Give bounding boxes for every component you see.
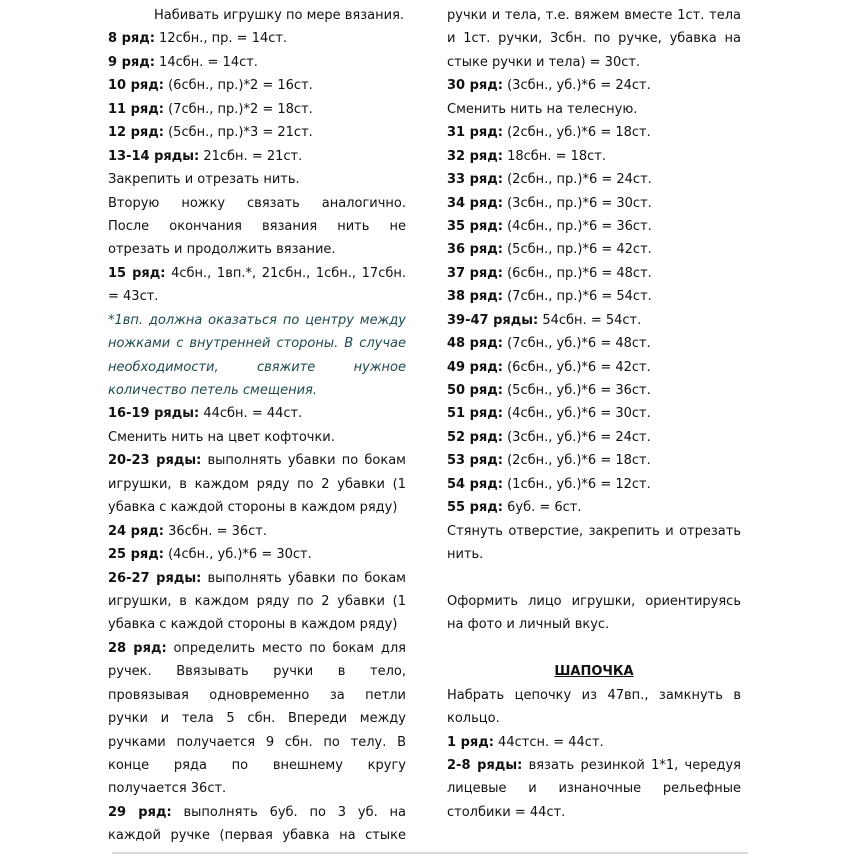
- line-text: Набрать цепочку из 47вп., замкнуть в: [447, 687, 741, 703]
- text-line: [447, 473, 741, 496]
- row-label: 34 ряд:: [447, 195, 503, 211]
- text-line: [108, 27, 406, 50]
- line-text: (3сбн., уб.)*6 = 24ст.: [502, 78, 651, 94]
- line-text: ШАПОЧКА: [554, 664, 634, 680]
- line-text: 44сбн. = 44ст.: [199, 406, 303, 422]
- line-text: (6сбн., уб.)*6 = 42ст.: [502, 359, 651, 375]
- line-text: на фото и личный вкус.: [447, 617, 610, 633]
- line-text: После окончания вязания нить не: [108, 218, 406, 234]
- line-text: каждой ручке (первая убавка на стыке: [108, 828, 406, 844]
- line-text: ручки и тела 5 сбн. Впереди между: [108, 711, 406, 727]
- text-line: [108, 74, 406, 97]
- row-label: 26-27 ряды:: [108, 570, 202, 586]
- text-line: [447, 777, 741, 800]
- line-text: *1вп. должна оказаться по центру между: [108, 312, 406, 328]
- line-text: отрезать и продолжить вязание.: [108, 242, 336, 258]
- row-label: 20-23 ряды:: [108, 453, 202, 469]
- text-line: [447, 215, 741, 238]
- line-text: стыке ручки и тела) = 30ст.: [447, 54, 641, 70]
- line-text: 18сбн. = 18ст.: [502, 148, 606, 164]
- row-label: 52 ряд:: [447, 429, 503, 445]
- row-label: 48 ряд:: [447, 336, 503, 352]
- line-text: кольцо.: [447, 711, 500, 727]
- row-label: 1 ряд:: [447, 734, 494, 750]
- line-text: выполнять убавки по бокам: [201, 570, 406, 586]
- text-line: [108, 543, 406, 566]
- row-label: 49 ряд:: [447, 359, 503, 375]
- row-label: 55 ряд:: [447, 500, 503, 516]
- row-label: 32 ряд:: [447, 148, 503, 164]
- text-line: [108, 684, 406, 707]
- line-text: (7сбн., пр.)*6 = 54ст.: [502, 289, 652, 305]
- text-line: [447, 27, 741, 50]
- text-line: [447, 707, 741, 730]
- text-line: [108, 777, 406, 800]
- line-text: 36сбн. = 36ст.: [163, 523, 267, 539]
- line-text: количество петель смещения.: [108, 383, 317, 398]
- line-text: (6сбн., пр.)*2 = 16ст.: [163, 78, 313, 94]
- text-line: [108, 379, 406, 402]
- row-label: 35 ряд:: [447, 218, 503, 234]
- text-line: [108, 402, 406, 425]
- text-line: [108, 496, 406, 519]
- text-line: [447, 192, 741, 215]
- text-line: [447, 51, 741, 74]
- line-text: лицевые и изнаночные рельефные: [447, 781, 741, 797]
- text-line: [108, 51, 406, 74]
- line-text: Набивать игрушку по мере вязания.: [154, 8, 405, 23]
- text-line: [447, 145, 741, 168]
- text-line: [447, 168, 741, 191]
- line-text: (1сбн., уб.)*6 = 12ст.: [502, 476, 651, 492]
- text-line: [108, 192, 406, 215]
- row-label: 54 ряд:: [447, 476, 503, 492]
- line-text: необходимости, свяжите нужное: [108, 359, 406, 375]
- line-text: Сменить нить на цвет кофточки.: [108, 429, 335, 445]
- row-label: 10 ряд:: [108, 78, 164, 94]
- text-line: [108, 262, 406, 285]
- text-line: [447, 426, 741, 449]
- line-text: (2сбн., пр.)*6 = 24ст.: [502, 172, 652, 188]
- text-line: [108, 613, 406, 636]
- left-column: [108, 4, 406, 848]
- text-line: [447, 496, 741, 519]
- line-text: (3сбн., пр.)*6 = 30ст.: [502, 195, 652, 211]
- line-text: (4сбн., пр.)*6 = 36ст.: [502, 218, 652, 234]
- text-line: [447, 262, 741, 285]
- row-label: 25 ряд:: [108, 547, 164, 563]
- text-line: [108, 98, 406, 121]
- line-text: (7сбн., пр.)*2 = 18ст.: [163, 101, 313, 117]
- line-text: (4сбн., уб.)*6 = 30ст.: [502, 406, 651, 422]
- text-line: [108, 660, 406, 683]
- line-text: 14сбн. = 14ст.: [154, 54, 258, 70]
- line-text: убавка с каждой стороны в каждом ряду): [108, 617, 398, 633]
- line-text: ножками с внутренней стороны. В случае: [108, 336, 406, 352]
- row-label: 33 ряд:: [447, 172, 503, 188]
- text-line: [447, 238, 741, 261]
- line-text: игрушки, в каждом ряду по 2 убавки (1: [108, 593, 406, 609]
- text-line: [108, 121, 406, 144]
- text-line: [447, 449, 741, 472]
- text-line: [447, 567, 741, 590]
- text-line: [447, 801, 741, 824]
- line-text: и 1ст. ручки, 3сбн. по ручке, убавка на: [447, 31, 741, 47]
- bottom-divider: [112, 852, 748, 854]
- line-text: = 43ст.: [108, 289, 159, 305]
- row-label: 24 ряд:: [108, 523, 164, 539]
- row-label: 30 ряд:: [447, 78, 503, 94]
- text-line: [108, 754, 406, 777]
- line-text: Вторую ножку связать аналогично.: [108, 195, 406, 211]
- text-line: [108, 731, 406, 754]
- line-text: игрушки, в каждом ряду по 2 убавки (1: [108, 476, 406, 492]
- line-text: 21сбн. = 21ст.: [199, 148, 303, 164]
- row-label: 15 ряд:: [108, 265, 166, 281]
- text-line: [108, 801, 406, 824]
- text-line: [108, 567, 406, 590]
- text-line: [447, 4, 741, 27]
- text-line: [447, 543, 741, 566]
- text-line: [447, 332, 741, 355]
- text-line: [108, 707, 406, 730]
- text-line: [447, 74, 741, 97]
- text-line: [447, 285, 741, 308]
- row-label: 29 ряд:: [108, 804, 172, 820]
- line-text: Закрепить и отрезать нить.: [108, 172, 300, 188]
- line-text: 4сбн., 1вп.*, 21сбн., 1сбн., 17сбн.: [165, 265, 406, 281]
- line-text: 54сбн. = 54ст.: [538, 312, 642, 328]
- text-line: [447, 121, 741, 144]
- row-label: 51 ряд:: [447, 406, 503, 422]
- text-line: [108, 449, 406, 472]
- line-text: нить.: [447, 547, 484, 563]
- row-label: 8 ряд:: [108, 31, 155, 47]
- text-line: [108, 285, 406, 308]
- text-line: [108, 426, 406, 449]
- row-label: 31 ряд:: [447, 125, 503, 141]
- row-label: 53 ряд:: [447, 453, 503, 469]
- text-line: [447, 754, 741, 777]
- row-label: 11 ряд:: [108, 101, 164, 117]
- line-text: Оформить лицо игрушки, ориентируясь: [447, 593, 741, 609]
- text-line: [447, 402, 741, 425]
- text-line: [447, 520, 741, 543]
- line-text: убавка с каждой стороны в каждом ряду): [108, 500, 398, 516]
- text-line: [108, 238, 406, 261]
- text-line: [447, 731, 741, 754]
- line-text: провязывая одновременно за петли: [108, 687, 406, 703]
- line-text: (6сбн., пр.)*6 = 48ст.: [502, 265, 652, 281]
- text-line: [108, 309, 406, 332]
- text-line: [108, 145, 406, 168]
- line-text: (7сбн., уб.)*6 = 48ст.: [502, 336, 651, 352]
- text-line: [447, 684, 741, 707]
- row-label: 39-47 ряды:: [447, 312, 539, 328]
- line-text: Сменить нить на телесную.: [447, 101, 638, 117]
- line-text: определить место по бокам для: [166, 640, 406, 656]
- line-text: 6уб. = 6ст.: [502, 500, 582, 516]
- text-line: [447, 379, 741, 402]
- line-text: Стянуть отверстие, закрепить и отрезать: [447, 523, 741, 539]
- text-line: [447, 660, 741, 683]
- line-text: выполнять убавки по бокам: [201, 453, 406, 469]
- text-line: [108, 332, 406, 355]
- line-text: (5сбн., уб.)*6 = 36ст.: [502, 383, 651, 398]
- text-line: [447, 590, 741, 613]
- line-text: столбики = 44ст.: [447, 804, 566, 820]
- line-text: (5сбн., пр.)*6 = 42ст.: [502, 242, 652, 258]
- row-label: 16-19 ряды:: [108, 406, 200, 422]
- row-label: 38 ряд:: [447, 289, 503, 305]
- line-text: ручек. Ввязывать ручки в тело,: [108, 664, 406, 680]
- line-text: ручки и тела, т.е. вяжем вместе 1ст. тела: [447, 8, 741, 23]
- row-label: 13-14 ряды:: [108, 148, 200, 164]
- text-line: [447, 309, 741, 332]
- row-label: 36 ряд:: [447, 242, 503, 258]
- text-line: [108, 637, 406, 660]
- row-label: 12 ряд:: [108, 125, 164, 141]
- text-line: [447, 637, 741, 660]
- text-line: [108, 824, 406, 847]
- line-text: ручками получается 9 сбн. по телу. В: [108, 734, 406, 750]
- line-text: вязать резинкой 1*1, чередуя: [522, 758, 741, 773]
- text-line: [108, 168, 406, 191]
- text-line: [108, 215, 406, 238]
- row-label: 37 ряд:: [447, 265, 503, 281]
- text-line: [108, 356, 406, 379]
- right-column: [447, 4, 741, 824]
- line-text: (2сбн., уб.)*6 = 18ст.: [502, 125, 651, 141]
- text-line: [447, 98, 741, 121]
- line-text: выполнять 6уб. по 3 уб. на: [171, 804, 406, 820]
- text-line: [447, 613, 741, 636]
- line-text: (2сбн., уб.)*6 = 18ст.: [502, 453, 651, 469]
- line-text: (3сбн., уб.)*6 = 24ст.: [502, 429, 651, 445]
- text-line: [447, 356, 741, 379]
- line-text: (4сбн., уб.)*6 = 30ст.: [163, 547, 312, 563]
- text-line: [108, 520, 406, 543]
- row-label: 2-8 ряды:: [447, 758, 523, 773]
- text-line: [108, 4, 406, 27]
- line-text: 12сбн., пр. = 14ст.: [154, 31, 288, 47]
- line-text: получается 36ст.: [108, 781, 227, 797]
- text-line: [108, 590, 406, 613]
- line-text: конце ряда по внешнему кругу: [108, 758, 406, 773]
- line-text: (5сбн., пр.)*3 = 21ст.: [163, 125, 313, 141]
- text-line: [108, 473, 406, 496]
- row-label: 28 ряд:: [108, 640, 167, 656]
- row-label: 9 ряд:: [108, 54, 155, 70]
- line-text: 44стсн. = 44ст.: [493, 734, 604, 750]
- row-label: 50 ряд:: [447, 383, 503, 398]
